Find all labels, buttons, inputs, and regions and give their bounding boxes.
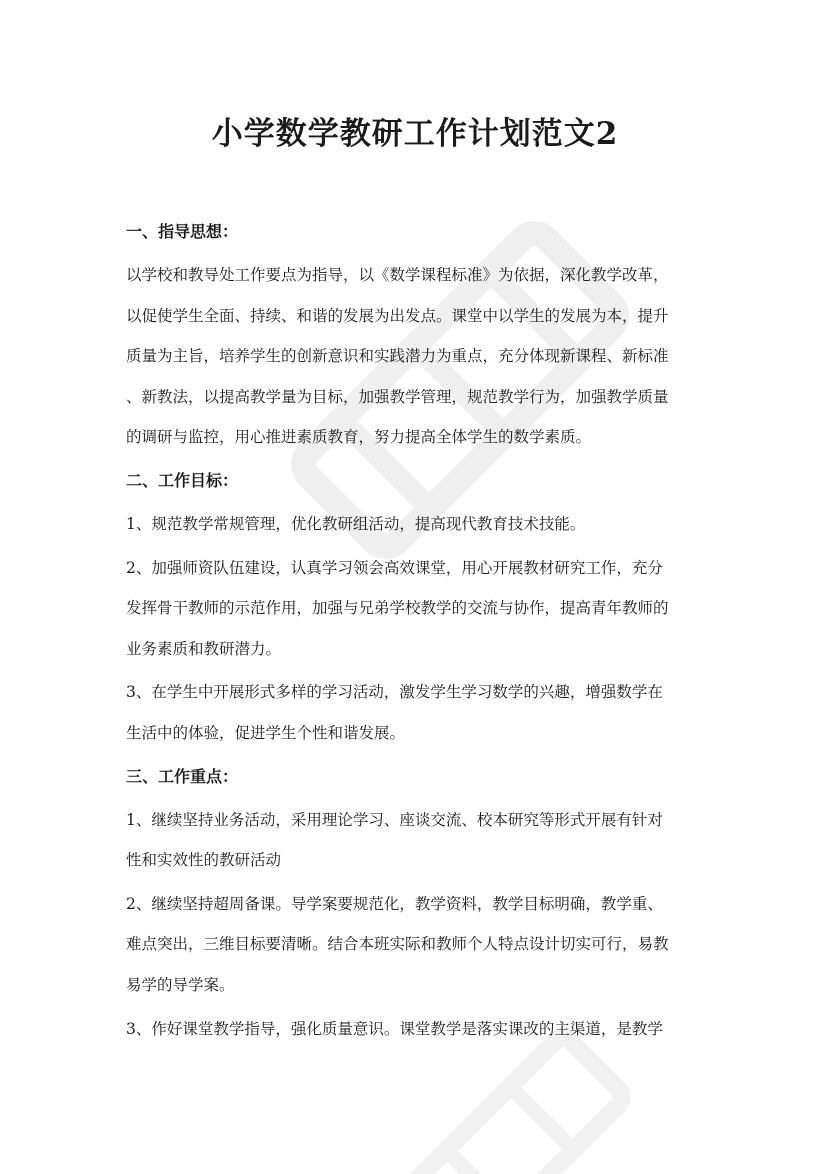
paragraph-line: 以学校和教导处工作要点为指导，以《数学课程标准》为依据，深化教学改革， xyxy=(126,266,669,284)
paragraph-line: 1、继续坚持业务活动，采用理论学习、座谈交流、校本研究等形式开展有针对 xyxy=(126,810,663,829)
paragraph-line: 3、作好课堂教学指导，强化质量意识。课堂教学是落实课改的主渠道，是教学 xyxy=(126,1019,663,1038)
section-heading: 一、指导思想： xyxy=(126,222,239,241)
paragraph-line: 发挥骨干教师的示范作用，加强与兄弟学校教学的交流与协作，提高青年教师的 xyxy=(126,599,669,618)
section-heading: 二、工作目标： xyxy=(126,470,239,490)
paragraph-line: 2、继续坚持超周备课。导学案要规范化，教学资料，教学目标明确，教学重、 xyxy=(126,894,663,913)
paragraph xyxy=(126,255,711,458)
paragraph xyxy=(126,800,711,881)
paragraph xyxy=(126,504,711,545)
paragraph-line: 1、规范教学常规管理，优化教研组活动，提高现代教育技术技能。 xyxy=(126,514,586,533)
paragraph-line: 、新教法，以提高教学量为目标，加强教学管理，规范教学行为，加强教学质量 xyxy=(126,387,669,406)
section-heading: 三、工作重点： xyxy=(126,766,239,786)
document-title: 小学数学教研工作计划范文2 xyxy=(211,116,619,152)
paragraph xyxy=(126,672,711,753)
paragraph-line: 业务素质和教研潜力。 xyxy=(126,639,282,658)
paragraph xyxy=(126,884,711,1006)
paragraph-line: 以促使学生全面、持续、和谐的发展为出发点。课堂中以学生的发展为本，提升 xyxy=(126,306,669,325)
paragraph-line: 2、加强师资队伍建设，认真学习领会高效课堂，用心开展教材研究工作，充分 xyxy=(126,558,663,577)
document-body xyxy=(126,212,711,1052)
paragraph-line: 易学的导学案。 xyxy=(126,975,235,994)
paragraph-line: 性和实效性的教研活动 xyxy=(126,851,282,870)
paragraph xyxy=(126,548,711,670)
paragraph-line: 3、在学生中开展形式多样的学习活动，激发学生学习数学的兴趣，增强数学在 xyxy=(126,683,663,702)
paragraph-line: 难点突出，三维目标要清晰。结合本班实际和教师个人特点设计切实可行，易教 xyxy=(126,935,669,954)
paragraph-line: 质量为主旨，培养学生的创新意识和实践潜力为重点，充分体现新课程、新标准 xyxy=(126,347,669,366)
paragraph xyxy=(126,1009,711,1050)
paragraph-line: 的调研与监控，用心推进素质教育，努力提高全体学生的数学素质。 xyxy=(126,428,592,447)
paragraph-line: 生活中的体验，促进学生个性和谐发展。 xyxy=(126,723,406,742)
